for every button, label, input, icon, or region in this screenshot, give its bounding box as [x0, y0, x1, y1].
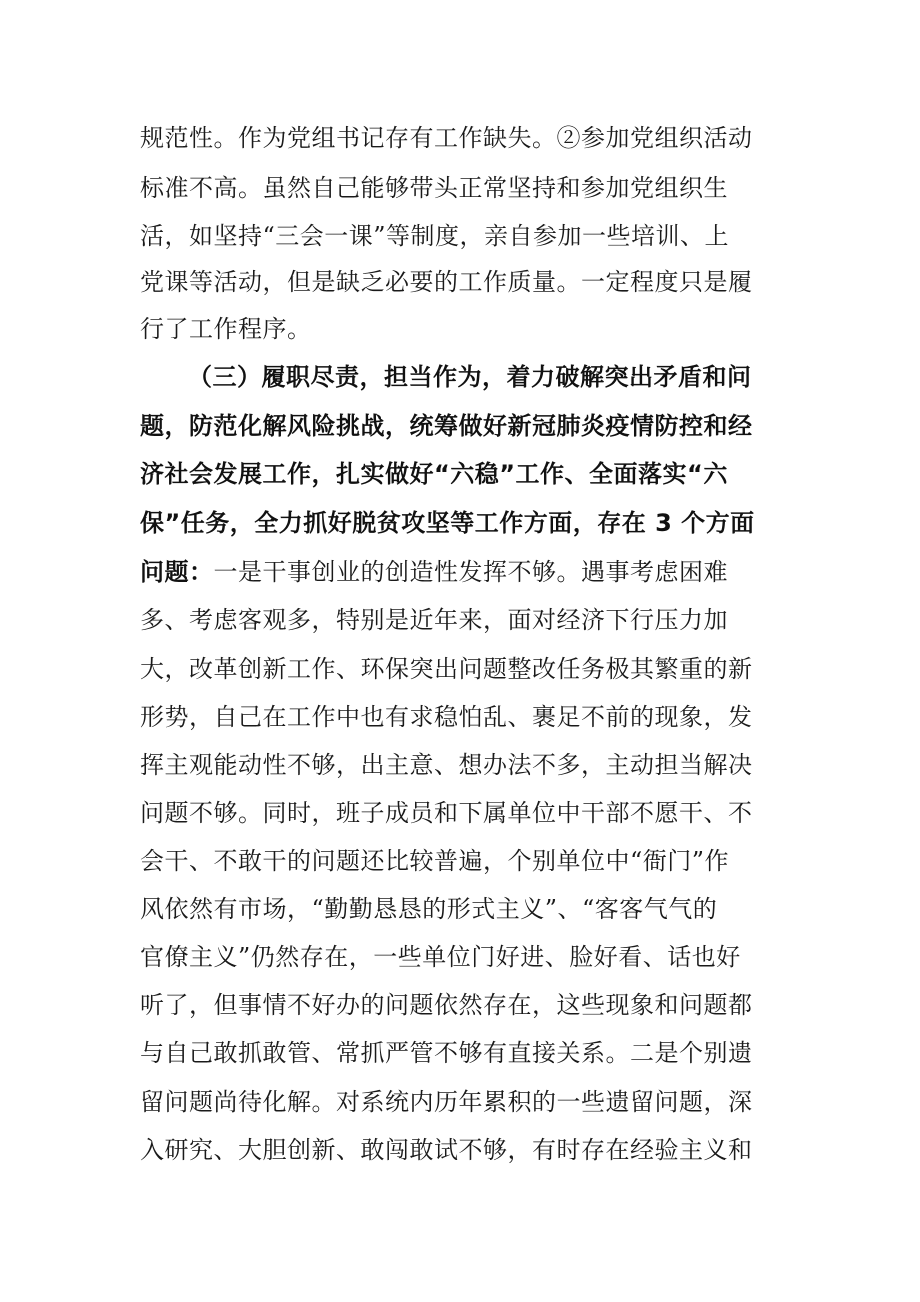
paragraph-line: 会干、不敢干的问题还比较普遍，个别单位中“衙门”作 [140, 847, 730, 875]
paragraph-line: 党课等活动，但是缺乏必要的工作质量。一定程度只是履 [140, 268, 753, 296]
paragraph-line: 活，如坚持“三会一课”等制度，亲自参加一些培训、上 [140, 222, 730, 250]
paragraph-line: 规范性。作为党组书记存有工作缺失。②参加党组织活动 [140, 124, 753, 152]
section-heading-line: 题，防范化解风险挑战，统筹做好新冠肺炎疫情防控和经 [140, 412, 753, 440]
paragraph-line: 风依然有市场，“勤勤恳恳的形式主义”、“客客气气的 [140, 895, 718, 923]
section-heading-line: 保”任务，全力抓好脱贫攻坚等工作方面，存在 3 个方面 [140, 509, 755, 537]
paragraph-line: 官僚主义”仍然存在，一些单位门好进、脸好看、话也好 [140, 943, 741, 971]
section-heading-line: 济社会发展工作，扎实做好“六稳”工作、全面落实“六 [140, 460, 728, 488]
section-heading-tail: 问题： [140, 558, 214, 586]
paragraph-line: 听了，但事情不好办的问题依然存在，这些现象和问题都 [140, 991, 753, 1019]
paragraph-line: 形势，自己在工作中也有求稳怕乱、裹足不前的现象，发 [140, 703, 753, 731]
paragraph-line: 行了工作程序。 [140, 315, 312, 343]
paragraph-line: 标准不高。虽然自己能够带头正常坚持和参加党组织生 [140, 174, 728, 202]
paragraph-line: 与自己敢抓敢管、常抓严管不够有直接关系。二是个别遗 [140, 1039, 753, 1067]
paragraph-line: 多、考虑客观多，特别是近年来，面对经济下行压力加 [140, 606, 728, 634]
paragraph-line [140, 557, 728, 587]
paragraph-line: 挥主观能动性不够，出主意、想办法不多，主动担当解决 [140, 751, 753, 779]
paragraph-line: 留问题尚待化解。对系统内历年累积的一些遗留问题，深 [140, 1088, 753, 1116]
paragraph-text: 一是干事创业的创造性发挥不够。遇事考虑困难 [213, 558, 728, 586]
section-heading-line: （三）履职尽责，担当作为，着力破解突出矛盾和问 [188, 363, 752, 391]
paragraph-line: 入研究、大胆创新、敢闯敢试不够，有时存在经验主义和 [140, 1136, 753, 1164]
paragraph-line: 大，改革创新工作、环保突出问题整改任务极其繁重的新 [140, 655, 753, 683]
paragraph-line: 问题不够。同时，班子成员和下属单位中干部不愿干、不 [140, 799, 753, 827]
